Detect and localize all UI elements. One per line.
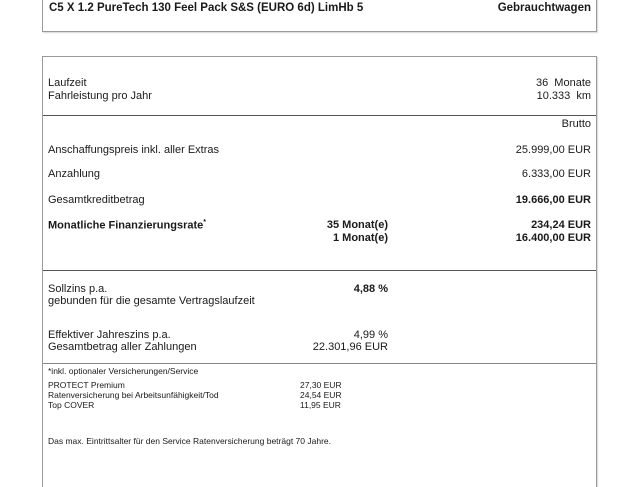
service-value-2: 24,54 EUR xyxy=(300,390,342,400)
anschaffungspreis-value: 25.999,00 EUR xyxy=(515,144,591,156)
anzahlung-value: 6.333,00 EUR xyxy=(521,168,591,180)
divider-pricing xyxy=(43,270,596,271)
sollzins-label: Sollzins p.a. xyxy=(48,283,108,295)
fahrleistung-label: Fahrleistung pro Jahr xyxy=(48,90,152,102)
installment-months-2: 1 Monat(e) xyxy=(333,232,388,244)
gesamtbetrag-label: Gesamtbetrag aller Zahlungen xyxy=(48,341,197,353)
service-label-2: Ratenversicherung bei Arbeitsunfähigkeit/Tod xyxy=(48,390,219,400)
fahrleistung-value: 10.333 km xyxy=(536,90,591,102)
effektiv-value: 4,99 % xyxy=(353,329,388,341)
sollzins-sub: gebunden für die gesamte Vertragslaufzeit xyxy=(48,295,255,307)
divider-interest xyxy=(43,363,596,364)
service-value-3: 11,95 EUR xyxy=(300,400,341,410)
anschaffungspreis-label: Anschaffungspreis inkl. aller Extras xyxy=(48,144,219,156)
service-label-1: PROTECT Premium xyxy=(48,380,125,390)
gesamtkredit-label: Gesamtkreditbetrag xyxy=(48,194,145,206)
financing-box xyxy=(42,56,597,487)
brutto-header: Brutto xyxy=(561,118,591,130)
services-footnote: *inkl. optionaler Versicherungen/Service xyxy=(48,366,199,376)
header-box xyxy=(42,0,597,32)
vehicle-type: Gebrauchtwagen xyxy=(497,2,591,14)
divider-terms xyxy=(43,115,596,116)
monatsrate-label: Monatliche Finanzierungsrate* xyxy=(48,219,206,232)
anzahlung-label: Anzahlung xyxy=(48,168,100,180)
installment-amount-1: 234,24 EUR xyxy=(531,219,591,231)
service-note: Das max. Eintrittsalter für den Service Ratenversicherung beträgt 70 Jahre. xyxy=(48,436,331,446)
installment-months-1: 35 Monat(e) xyxy=(326,219,388,231)
vehicle-title: C5 X 1.2 PureTech 130 Feel Pack S&S (EURO 6d) LimHb 5 xyxy=(49,2,364,14)
laufzeit-value: 36 Monate xyxy=(535,77,591,89)
gesamtkredit-value: 19.666,00 EUR xyxy=(515,194,591,206)
service-value-1: 27,30 EUR xyxy=(300,380,342,390)
laufzeit-label: Laufzeit xyxy=(48,77,87,89)
gesamtbetrag-value: 22.301,96 EUR xyxy=(312,341,388,353)
sollzins-value: 4,88 % xyxy=(353,283,388,295)
effektiv-label: Effektiver Jahreszins p.a. xyxy=(48,329,171,341)
service-label-3: Top COVER xyxy=(48,400,95,410)
footnote-mark: * xyxy=(203,219,206,226)
installment-amount-2: 16.400,00 EUR xyxy=(515,232,591,244)
